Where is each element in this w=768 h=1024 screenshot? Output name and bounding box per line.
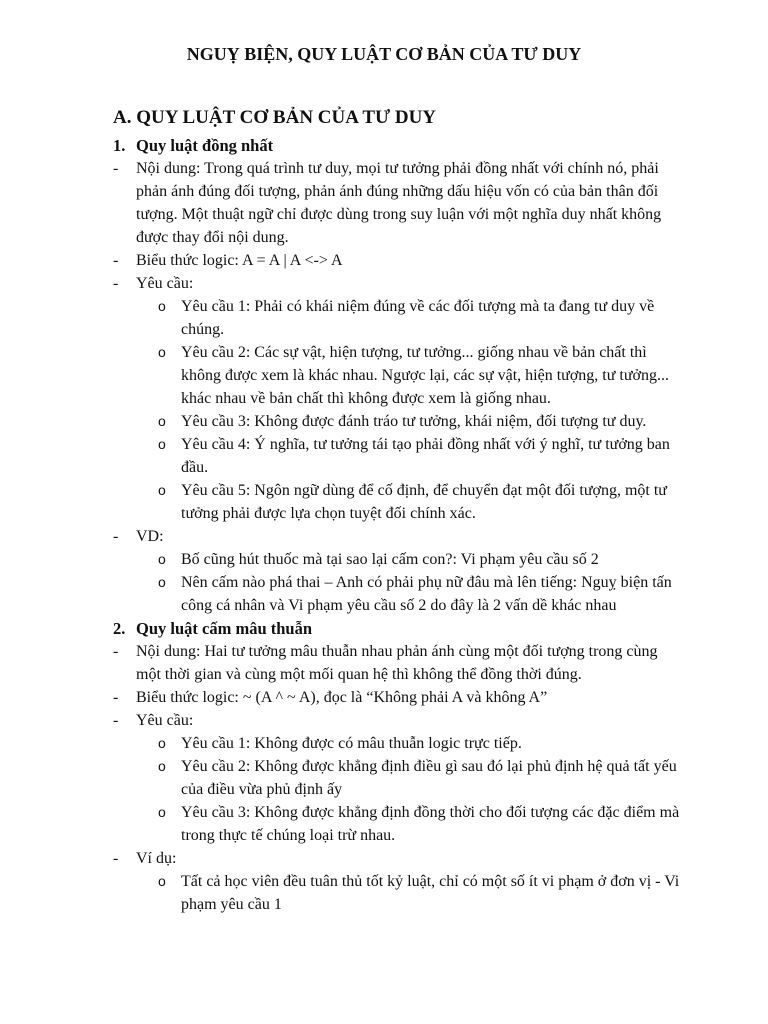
law1-requirement-text: Yêu cầu 5: Ngôn ngữ dùng để cố định, để chuyển đạt một đối tượng, một tư tưởng phải được lựa chọn tuyệt đối chính xác. [181, 482, 667, 522]
bullet-marker: o [158, 298, 166, 314]
law2-requirements-label: Yêu cầu: [136, 712, 194, 729]
law1-requirement-item [113, 341, 683, 410]
dash-marker: - [113, 712, 119, 729]
dash-marker: - [113, 275, 119, 292]
law2-requirement-item [113, 755, 683, 801]
document-body [113, 134, 683, 916]
law2-number: 2. [113, 619, 126, 638]
bullet-marker: o [158, 804, 166, 820]
law2-content: Nội dung: Hai tư tưởng mâu thuẫn nhau phản ánh cùng một đối tượng trong cùng một thời gian và cùng một mối quan hệ thì không thể đồng thời đúng. [136, 643, 658, 683]
law1-requirement-item [113, 295, 683, 341]
law2-content-item [113, 640, 683, 686]
law2-logic: Biểu thức logic: ~ (A ^ ~ A), đọc là “Không phải A và không A” [136, 689, 548, 706]
law1-requirement-text: Yêu cầu 4: Ý nghĩa, tư tưởng tái tạo phải đồng nhất với ý nghĩ, tư tưởng ban đầu. [181, 436, 670, 476]
law1-requirement-item [113, 433, 683, 479]
bullet-marker: o [158, 574, 166, 590]
law1-example-label: VD: [136, 528, 164, 545]
law2-logic-item [113, 686, 683, 709]
law1-logic: Biểu thức logic: A = A | A <-> A [136, 252, 343, 269]
law1-title: Quy luật đồng nhất [136, 136, 274, 155]
law2-requirement-item [113, 801, 683, 847]
bullet-marker: o [158, 413, 166, 429]
law1-logic-item [113, 249, 683, 272]
law1-number: 1. [113, 136, 126, 155]
document-title: NGUỴ BIỆN, QUY LUẬT CƠ BẢN CỦA TƯ DUY [186, 44, 582, 64]
law2-heading [113, 617, 683, 640]
law1-example-text: Bố cũng hút thuốc mà tại sao lại cấm con?: Vi phạm yêu cầu số 2 [181, 551, 599, 568]
law1-requirements-label: Yêu cầu: [136, 275, 194, 292]
dash-marker: - [113, 689, 119, 706]
law2-title: Quy luật cấm mâu thuẫn [136, 619, 313, 638]
dash-marker: - [113, 160, 119, 177]
law1-example-text: Nên cấm nào phá thai – Anh có phải phụ nữ đâu mà lên tiếng: Nguỵ biện tấn công cá nhân và Vi phạm yêu cầu số 2 do đây là 2 vấn dề khác nhau [181, 574, 672, 614]
law1-requirement-text: Yêu cầu 2: Các sự vật, hiện tượng, tư tưởng... giống nhau về bản chất thì không được xem là khác nhau. Ngược lại, các sự vật, hiện tượng, tư tưởng... khác nhau về bản chất thì không được xem là giống nhau. [181, 344, 669, 407]
law1-requirement-item [113, 410, 683, 433]
law1-content-item [113, 157, 683, 249]
law1-requirement-text: Yêu cầu 3: Không được đánh tráo tư tưởng, khái niệm, đối tượng tư duy. [181, 413, 647, 430]
law1-example-item [113, 571, 683, 617]
bullet-marker: o [158, 482, 166, 498]
bullet-marker: o [158, 873, 166, 889]
law1-heading [113, 134, 683, 157]
dash-marker: - [113, 252, 119, 269]
law2-example-label: Ví dụ: [136, 850, 177, 867]
law2-requirement-text: Yêu cầu 3: Không được khẳng định đồng thời cho đối tượng các đặc điểm mà trong thực tế chúng loại trừ nhau. [181, 804, 680, 844]
law1-requirement-item [113, 479, 683, 525]
law2-requirements-label-item [113, 709, 683, 732]
law2-requirement-text: Yêu cầu 1: Không được có mâu thuẫn logic trực tiếp. [181, 735, 522, 752]
bullet-marker: o [158, 758, 166, 774]
bullet-marker: o [158, 436, 166, 452]
law1-requirements-label-item [113, 272, 683, 295]
bullet-marker: o [158, 344, 166, 360]
law2-example-label-item [113, 847, 683, 870]
law2-example-text: Tất cả học viên đều tuân thủ tốt kỷ luật, chỉ có một số ít vi phạm ở đơn vị - Vi phạm yêu cầu 1 [181, 873, 680, 913]
law1-content: Nội dung: Trong quá trình tư duy, mọi tư tưởng phải đồng nhất với chính nó, phải phản ánh đúng đối tượng, phản ánh đúng những dấu hiệu vốn có của bản thân đối tượng. Một thuật ngữ chỉ được dùng trong suy luận với một nghĩa duy nhất không được thay đổi nội dung. [136, 160, 662, 246]
bullet-marker: o [158, 551, 166, 567]
law1-example-item [113, 548, 683, 571]
dash-marker: - [113, 528, 119, 545]
law2-requirement-item [113, 732, 683, 755]
law2-requirement-text: Yêu cầu 2: Không được khẳng định điều gì sau đó lại phủ định hệ quả tất yếu của điều vừa phủ định ấy [181, 758, 677, 798]
dash-marker: - [113, 643, 119, 660]
bullet-marker: o [158, 735, 166, 751]
law2-example-item [113, 870, 683, 916]
section-a-heading: A. QUY LUẬT CƠ BẢN CỦA TƯ DUY [113, 107, 437, 128]
law1-requirement-text: Yêu cầu 1: Phải có khái niệm đúng về các đối tượng mà ta đang tư duy về chúng. [181, 298, 655, 338]
law1-example-label-item [113, 525, 683, 548]
dash-marker: - [113, 850, 119, 867]
